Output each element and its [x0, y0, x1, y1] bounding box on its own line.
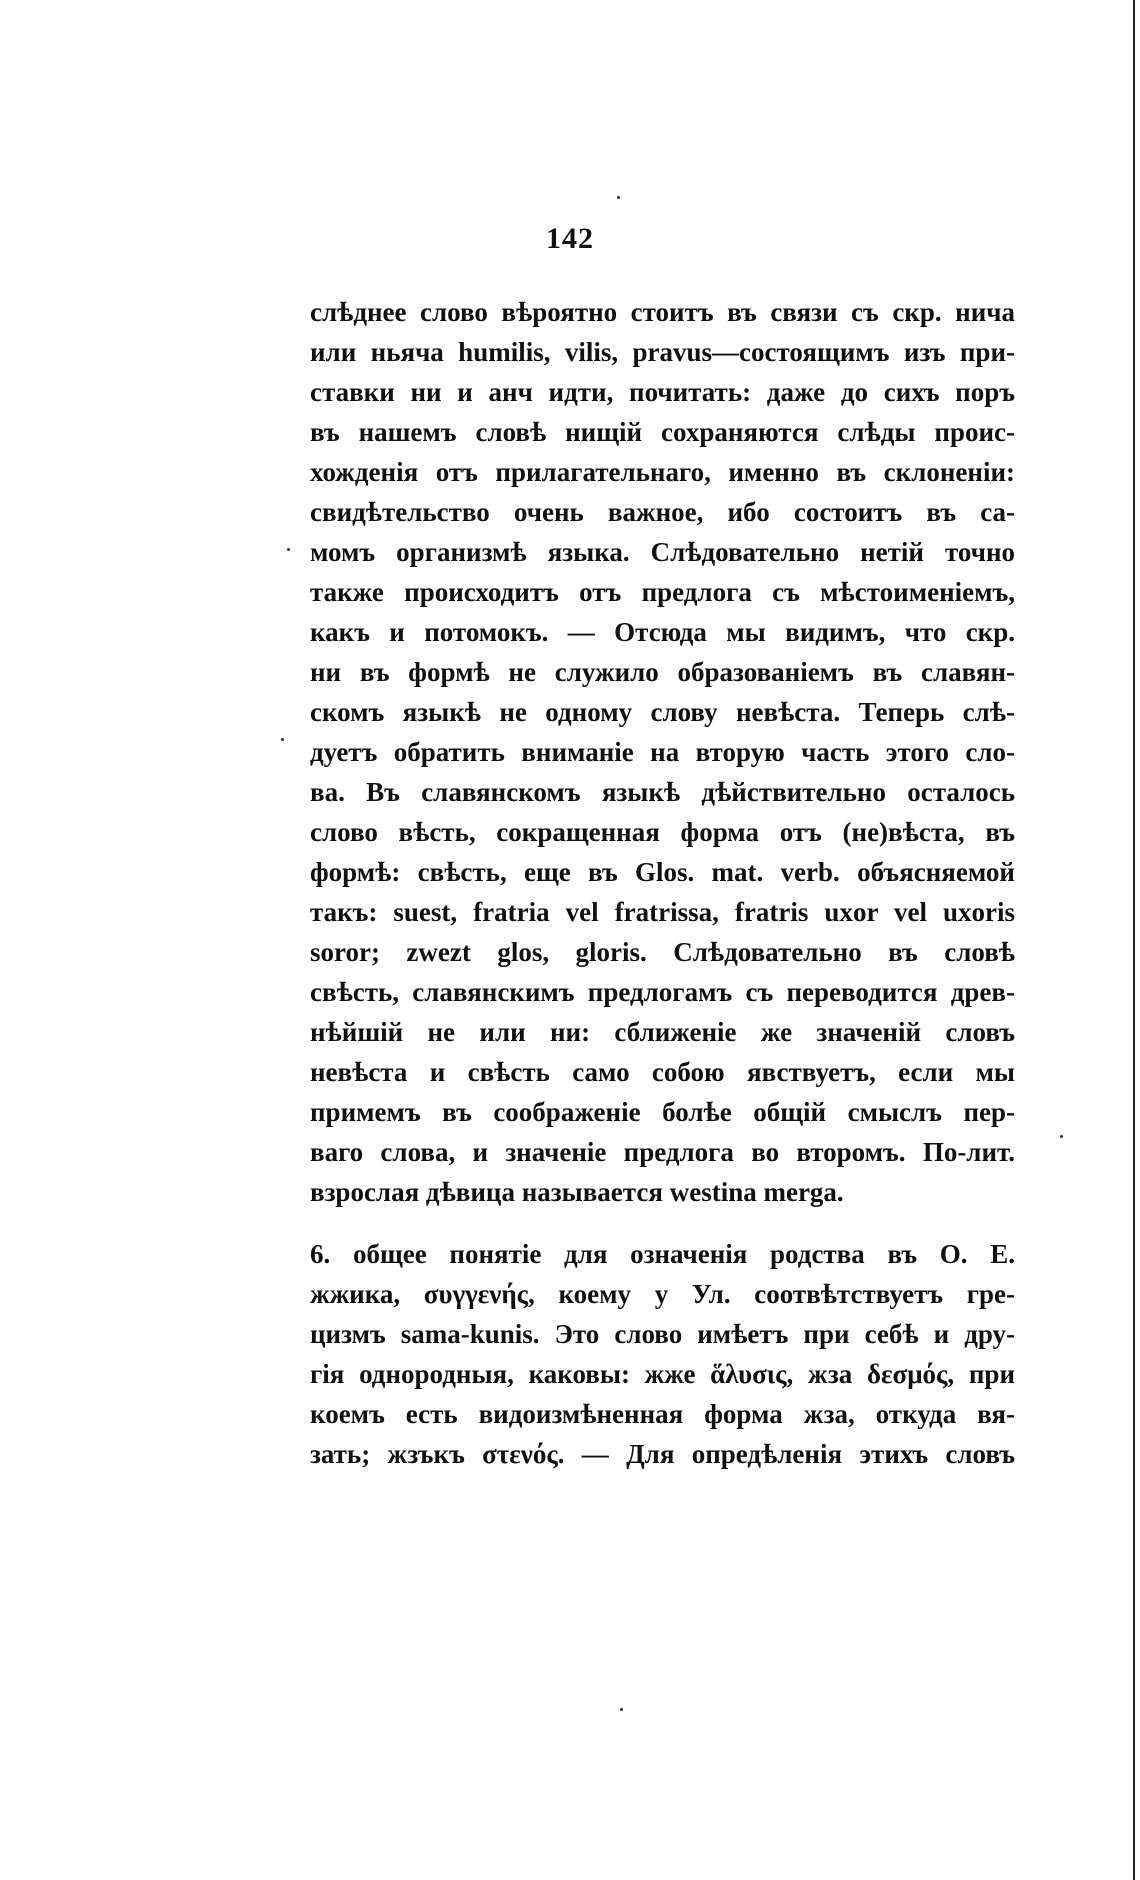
text-line: въ нашемъ словѣ нищій сохраняются слѣды проис-	[310, 417, 1015, 447]
page-number: 142	[546, 222, 594, 255]
text-line: soror; zwezt glos, gloris. Слѣдовательно въ словѣ	[310, 937, 1015, 967]
text-line: или ньяча humilis, vilis, pravus—состоящимъ изъ при-	[310, 337, 1015, 367]
page-edge-shadow	[1133, 0, 1135, 1880]
text-line: ставки ни и анч идти, почитать: даже до сихъ поръ	[310, 377, 1015, 407]
text-line: момъ организмѣ языка. Слѣдовательно нетій точно	[310, 537, 1015, 567]
text-line: слѣднее слово вѣроятно стоитъ въ связи съ скр. нича	[310, 297, 1015, 327]
scan-speck	[1060, 1135, 1063, 1138]
scan-speck	[287, 548, 290, 551]
text-line: какъ и потомокъ. — Отсюда мы видимъ, что скр.	[310, 617, 1015, 647]
text-line: ва. Въ славянскомъ языкѣ дѣйствительно осталось	[310, 777, 1015, 807]
text-line: слово вѣсть, сокращенная форма отъ (не)вѣста, въ	[310, 817, 1015, 847]
scan-speck	[620, 1708, 623, 1711]
text-line: цизмъ sama-kunis. Это слово имѣетъ при себѣ и дру-	[310, 1319, 1015, 1349]
paragraph-1	[310, 292, 1015, 1212]
text-line: зать; жзъкъ στενός. — Для опредѣленія этихъ словъ	[310, 1439, 1015, 1469]
text-line: гія однородныя, каковы: жже ἅλυσις, жза δεσμός, при	[310, 1359, 1015, 1389]
text-line: коемъ есть видоизмѣненная форма жза, откуда вя-	[310, 1399, 1015, 1429]
text-line: 6. общее понятіе для означенія родства въ О. Е.	[310, 1239, 1015, 1269]
text-line: хожденія отъ прилагательнаго, именно въ склоненіи:	[310, 457, 1015, 487]
text-line: свѣсть, славянскимъ предлогамъ съ переводится древ-	[310, 977, 1015, 1007]
text-line: примемъ въ соображеніе болѣе общій смыслъ пер-	[310, 1097, 1015, 1127]
text-line: ваго слова, и значеніе предлога во второмъ. По-лит.	[310, 1137, 1015, 1167]
text-line: ни въ формѣ не служило образованіемъ въ славян-	[310, 657, 1015, 687]
text-line: формѣ: свѣсть, еще въ Glos. mat. verb. объясняемой	[310, 857, 1015, 887]
text-line: дуетъ обратить вниманіе на вторую часть этого сло-	[310, 737, 1015, 767]
text-line: нѣйшій не или ни: сближеніе же значеній словъ	[310, 1017, 1015, 1047]
scan-speck	[617, 196, 620, 199]
text-line: скомъ языкѣ не одному слову невѣста. Теперь слѣ-	[310, 697, 1015, 727]
scan-speck	[281, 738, 284, 741]
text-line: свидѣтельство очень важное, ибо состоитъ въ са-	[310, 497, 1015, 527]
text-line: также происходитъ отъ предлога съ мѣстоименіемъ,	[310, 577, 1015, 607]
text-line: невѣста и свѣсть само собою явствуетъ, если мы	[310, 1057, 1015, 1087]
paragraph-2	[310, 1234, 1015, 1474]
text-line: такъ: suest, fratria vel fratrissa, fratris uxor vel uxoris	[310, 897, 1015, 927]
text-line: взрослая дѣвица называется westina merga.	[310, 1177, 844, 1207]
text-line: жжика, συγγενής, коему у Ул. соотвѣтствуетъ гре-	[310, 1279, 1015, 1309]
